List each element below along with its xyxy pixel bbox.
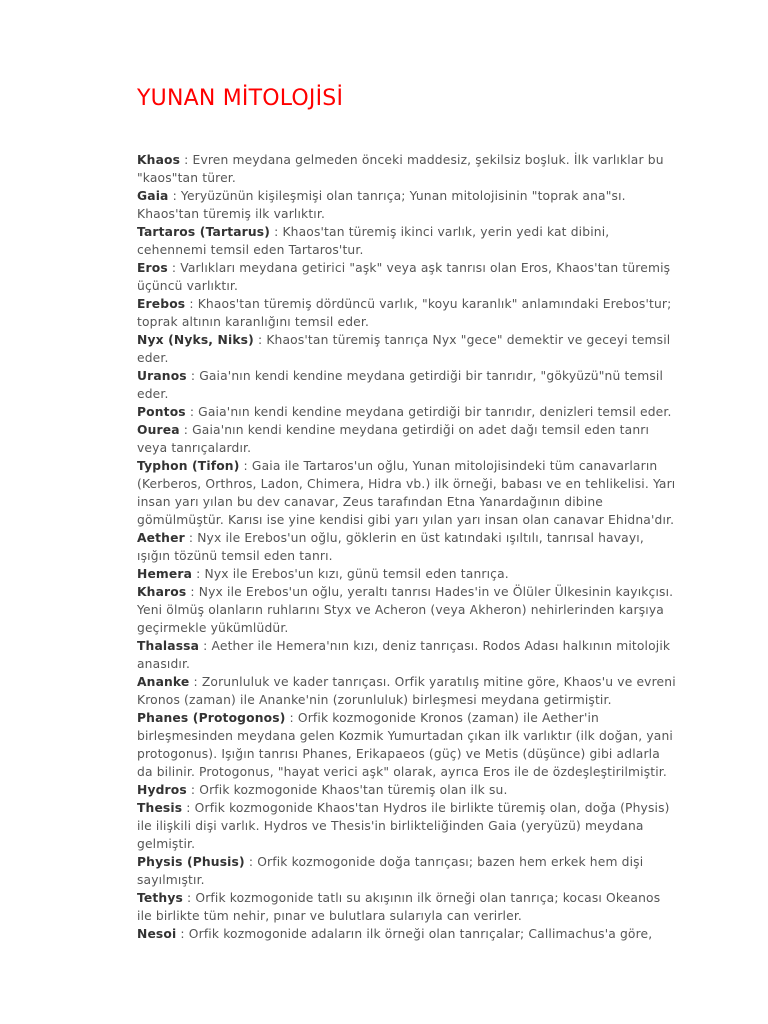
entry-term: Nyx (Nyks, Niks) <box>137 333 254 347</box>
entry-term: Eros <box>137 261 168 275</box>
entry-definition: : Orfik kozmogonide Khaos'tan türemiş olan ilk su. <box>186 783 508 797</box>
entry-term: Tethys <box>137 891 183 905</box>
entry-term: Hydros <box>137 783 187 797</box>
glossary-entry <box>137 457 677 529</box>
entry-term: Nesoi <box>137 927 177 941</box>
entry-definition: : Varlıkları meydana getirici "aşk" veya aşk tanrısı olan Eros, Khaos'tan türemiş üçüncü varlıktır. <box>137 261 671 293</box>
entry-definition: : Gaia'nın kendi kendine meydana getirdiği on adet dağı temsil eden tanrı veya tanrıçalardır. <box>137 423 650 455</box>
glossary-entry <box>137 529 677 565</box>
entry-term: Erebos <box>137 297 186 311</box>
glossary-entry <box>137 295 677 331</box>
glossary-entry <box>137 187 677 223</box>
entry-term: Thesis <box>137 801 183 815</box>
glossary-entry <box>137 151 677 187</box>
entry-term: Khaos <box>137 153 181 167</box>
entry-definition: : Gaia ile Tartaros'un oğlu, Yunan mitolojisindeki tüm canavarların (Kerberos, Orthros, Ladon, Chimera, Hidra vb.) ilk örneği, babası ve en tehlikelisi. Yarı insan yarı yılan bu dev canavar, Zeus tarafından Etna Yanardağının dibine gömülmüştür. Karısı ise yine kendisi gibi yarı yılan yarı insan olan canavar Ehidna'dır. <box>137 459 676 527</box>
entry-definition: : Orfik kozmogonide tatlı su akışının ilk örneği olan tanrıça; kocası Okeanos ile birlikte tüm nehir, pınar ve bulutlara sularıyla can verirler. <box>137 891 661 923</box>
entry-definition: : Orfik kozmogonide adaların ilk örneği olan tanrıçalar; Callimachus'a göre, <box>176 927 653 941</box>
glossary-entry <box>137 673 677 709</box>
entry-definition: : Orfik kozmogonide Kronos (zaman) ile Aether'in birleşmesinden meydana gelen Kozmik Yumurtadan çıkan ilk varlıktır (ilk doğan, yani protogonus). Işığın tanrısı Phanes, Erikapaeos (güç) ve Metis (düşünce) gibi adlarla da bilinir. Protogonus, "hayat verici aşk" olarak, ayrıca Eros ile de özdeşleştirilmiştir. <box>137 711 673 779</box>
glossary-entry <box>137 637 677 673</box>
glossary-entry <box>137 781 677 799</box>
entry-term: Typhon (Tifon) <box>137 459 240 473</box>
glossary-entry <box>137 223 677 259</box>
glossary-entry <box>137 367 677 403</box>
entry-definition: : Evren meydana gelmeden önceki maddesiz, şekilsiz boşluk. İlk varlıklar bu "kaos"tan türer. <box>137 153 664 185</box>
page-title: YUNAN MİTOLOJİSİ <box>137 86 344 111</box>
entry-term: Kharos <box>137 585 187 599</box>
entry-definition: : Nyx ile Erebos'un kızı, günü temsil eden tanrıça. <box>192 567 509 581</box>
glossary-entry <box>137 421 677 457</box>
entry-definition: : Aether ile Hemera'nın kızı, deniz tanrıçası. Rodos Adası halkının mitolojik anasıdır. <box>137 639 671 671</box>
entry-definition: : Gaia'nın kendi kendine meydana getirdiği bir tanrıdır, denizleri temsil eder. <box>185 405 672 419</box>
entry-definition: : Zorunluluk ve kader tanrıçası. Orfik yaratılış mitine göre, Khaos'u ve evreni Kronos (zaman) ile Ananke'nin (zorunluluk) birleşmesi meydana getirmiştir. <box>137 675 676 707</box>
entry-term: Ananke <box>137 675 190 689</box>
entry-term: Thalassa <box>137 639 200 653</box>
entry-term: Ourea <box>137 423 180 437</box>
glossary-list <box>137 151 677 943</box>
entry-term: Pontos <box>137 405 186 419</box>
glossary-entry <box>137 799 677 853</box>
entry-term: Phanes (Protogonos) <box>137 711 286 725</box>
glossary-entry <box>137 709 677 781</box>
entry-definition: : Nyx ile Erebos'un oğlu, göklerin en üst katındaki ışıltılı, tanrısal havayı, ışığın tözünü temsil eden tanrı. <box>137 531 644 563</box>
entry-definition: : Khaos'tan türemiş dördüncü varlık, "koyu karanlık" anlamındaki Erebos'tur; toprak altının karanlığını temsil eder. <box>137 297 672 329</box>
entry-definition: : Khaos'tan türemiş ikinci varlık, yerin yedi kat dibini, cehennemi temsil eden Tartaros'tur. <box>137 225 610 257</box>
entry-term: Uranos <box>137 369 187 383</box>
entry-term: Tartaros (Tartarus) <box>137 225 271 239</box>
entry-term: Aether <box>137 531 185 545</box>
entry-term: Hemera <box>137 567 193 581</box>
glossary-entry <box>137 259 677 295</box>
entry-definition: : Orfik kozmogonide doğa tanrıçası; bazen hem erkek hem dişi sayılmıştır. <box>137 855 644 887</box>
glossary-entry <box>137 403 677 421</box>
glossary-entry <box>137 331 677 367</box>
glossary-entry <box>137 889 677 925</box>
entry-definition: : Yeryüzünün kişileşmişi olan tanrıça; Yunan mitolojisinin "toprak ana"sı. Khaos'tan türemiş ilk varlıktır. <box>137 189 626 221</box>
glossary-entry <box>137 853 677 889</box>
glossary-entry <box>137 565 677 583</box>
entry-definition: : Orfik kozmogonide Khaos'tan Hydros ile birlikte türemiş olan, doğa (Physis) ile ilişkili dişi varlık. Hydros ve Thesis'in birlikteliğinden Gaia (yeryüzü) meydana gelmiştir. <box>137 801 670 851</box>
glossary-entry <box>137 583 677 637</box>
entry-definition: : Khaos'tan türemiş tanrıça Nyx "gece" demektir ve geceyi temsil eder. <box>137 333 671 365</box>
entry-term: Physis (Phusis) <box>137 855 245 869</box>
entry-definition: : Nyx ile Erebos'un oğlu, yeraltı tanrısı Hades'in ve Ölüler Ülkesinin kayıkçısı. Yeni ölmüş olanların ruhlarını Styx ve Acheron (veya Akheron) nehirlerinden karşıya geçirmekle yükümlüdür. <box>137 585 674 635</box>
entry-definition: : Gaia'nın kendi kendine meydana getirdiği bir tanrıdır, "gökyüzü"nü temsil eder. <box>137 369 664 401</box>
glossary-entry <box>137 925 677 943</box>
entry-term: Gaia <box>137 189 169 203</box>
